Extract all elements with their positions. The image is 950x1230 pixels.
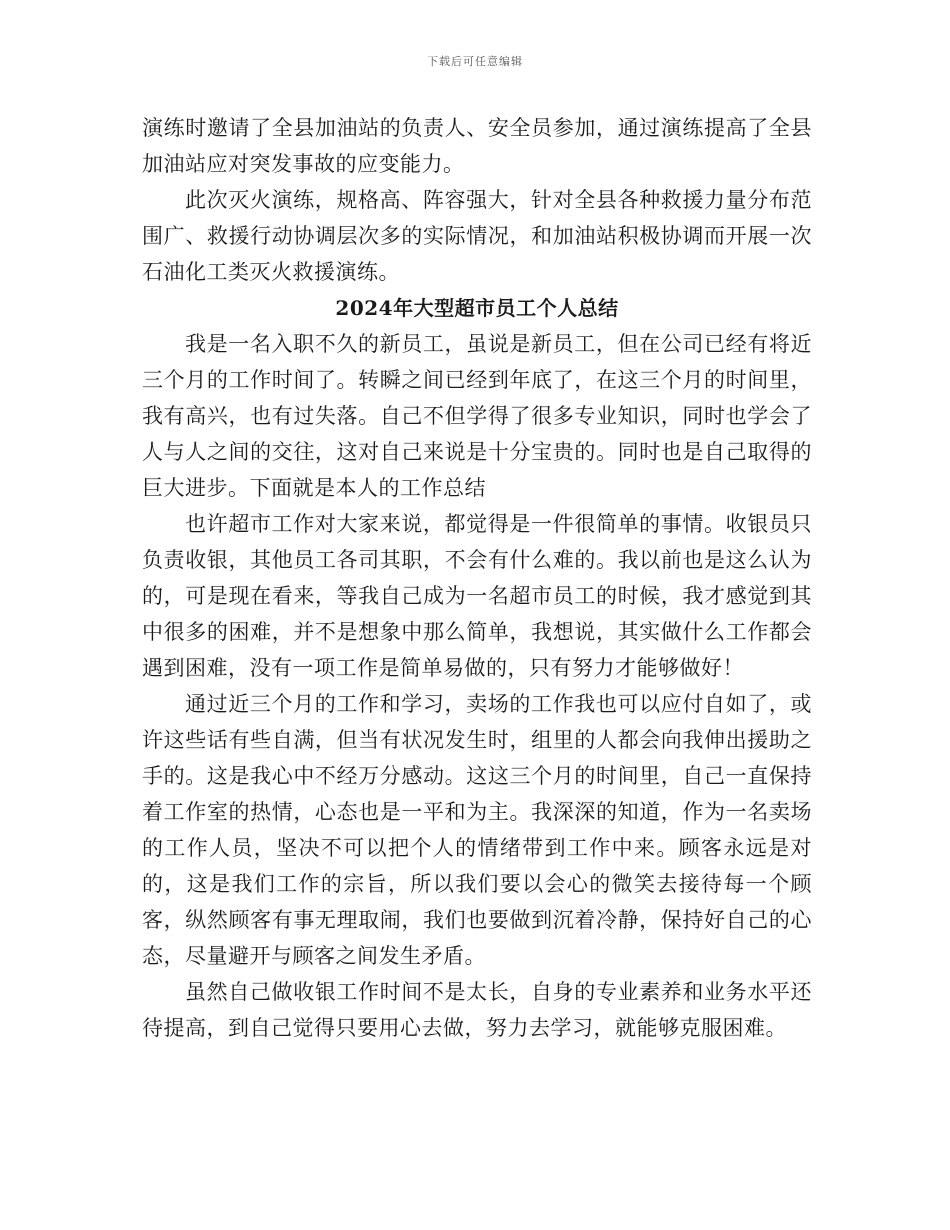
intro-paragraph-1: 演练时邀请了全县加油站的负责人、安全员参加，通过演练提高了全县加油站应对突发事故的应变能力。 xyxy=(142,116,812,176)
page-header-note: 下载后可任意编辑 xyxy=(427,55,523,68)
document-body xyxy=(142,110,812,1046)
body-paragraph-4: 虽然自己做收银工作时间不是太长，自身的专业素养和业务水平还待提高，到自己觉得只要用心去做，努力去学习，就能够克服困难。 xyxy=(142,980,812,1040)
intro-paragraph-2: 此次灭火演练，规格高、阵容强大，针对全县各种救援力量分布范围广、救援行动协调层次多的实际情况，和加油站积极协调而开展一次石油化工类灭火救援演练。 xyxy=(142,188,812,284)
document-title: 2024年大型超市员工个人总结 xyxy=(335,296,619,320)
body-paragraph-1: 我是一名入职不久的新员工，虽说是新员工，但在公司已经有将近三个月的工作时间了。转瞬之间已经到年底了，在这三个月的时间里，我有高兴，也有过失落。自己不但学得了很多专业知识，同时也学会了人与人之间的交往，这对自己来说是十分宝贵的。同时也是自己取得的巨大进步。下面就是本人的工作总结 xyxy=(142,332,812,500)
body-paragraph-2: 也许超市工作对大家来说，都觉得是一件很简单的事情。收银员只负责收银，其他员工各司其职，不会有什么难的。我以前也是这么认为的，可是现在看来，等我自己成为一名超市员工的时候，我才感觉到其中很多的困难，并不是想象中那么简单，我想说，其实做什么工作都会遇到困难，没有一项工作是简单易做的，只有努力才能够做好！ xyxy=(142,512,812,680)
body-paragraph-3: 通过近三个月的工作和学习，卖场的工作我也可以应付自如了，或许这些话有些自满，但当有状况发生时，组里的人都会向我伸出援助之手的。这是我心中不经万分感动。这这三个月的时间里，自己一直保持着工作室的热情，心态也是一平和为主。我深深的知道，作为一名卖场的工作人员，坚决不可以把个人的情绪带到工作中来。顾客永远是对的，这是我们工作的宗旨，所以我们要以会心的微笑去接待每一个顾客，纵然顾客有事无理取闹，我们也要做到沉着冷静，保持好自己的心态，尽量避开与顾客之间发生矛盾。 xyxy=(142,692,812,968)
